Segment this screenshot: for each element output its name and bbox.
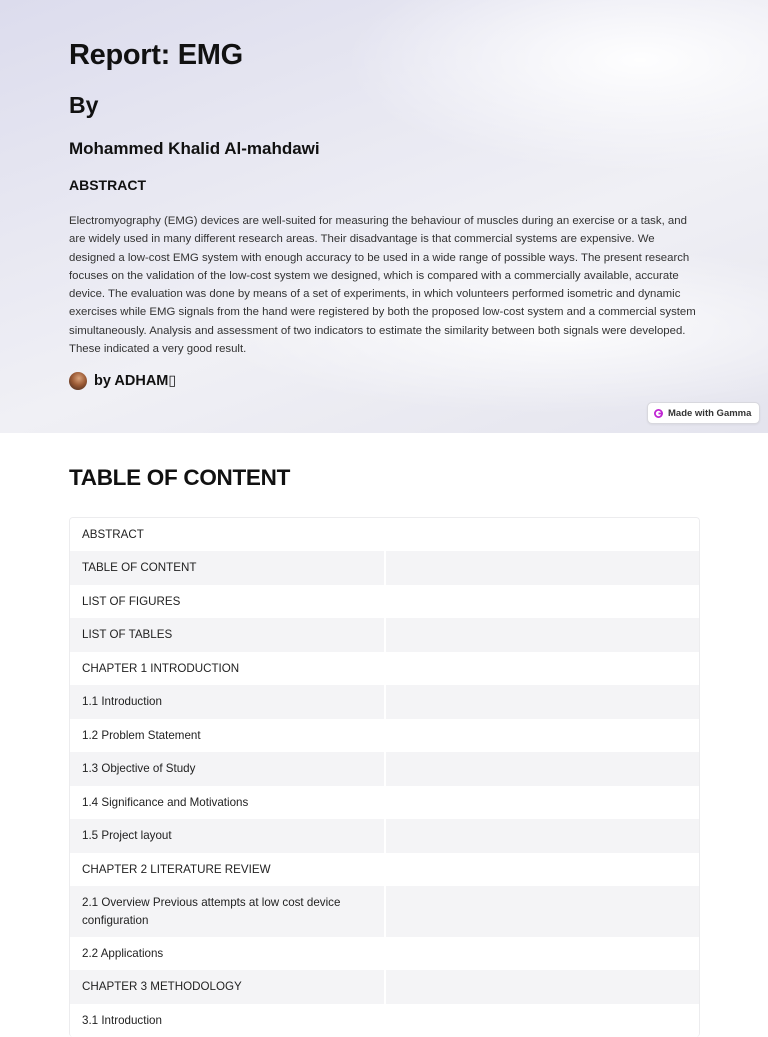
toc-empty-cell [386,819,699,853]
toc-entry: 1.1 Introduction [82,695,162,708]
toc-entry: LIST OF FIGURES [82,594,181,608]
toc-empty-cell [386,886,699,937]
toc-entry: 1.3 Objective of Study [82,762,196,775]
table-row [70,819,699,853]
toc-table [69,517,700,1037]
table-row [70,618,699,652]
by-heading: By [69,92,99,118]
author-byline[interactable] [69,372,176,390]
toc-empty-cell [386,853,699,886]
toc-entry: LIST OF TABLES [82,628,173,641]
gamma-logo-icon [654,409,663,418]
toc-empty-cell [386,518,699,551]
toc-entry: 2.2 Applications [82,946,164,960]
avatar [69,372,87,390]
toc-empty-cell [386,585,699,618]
toc-entry: 3.1 Introduction [82,1013,162,1027]
toc-empty-cell [386,752,699,786]
toc-empty-cell [386,937,699,970]
abstract-heading: ABSTRACT [69,177,146,193]
table-row [70,1004,699,1037]
table-row [70,719,699,752]
made-with-gamma-button[interactable] [647,402,760,424]
table-row [70,551,699,585]
toc-entry: 2.1 Overview Previous attempts at low cost device configuration [82,895,341,927]
byline-text: by ADHAM▯ [94,373,177,389]
table-row [70,752,699,786]
toc-empty-cell [386,652,699,685]
toc-entry: 1.4 Significance and Motivations [82,795,249,809]
table-row [70,685,699,719]
toc-heading: TABLE OF CONTENT [69,465,291,490]
toc-entry: 1.5 Project layout [82,829,172,842]
toc-entry: CHAPTER 3 METHODOLOGY [82,980,242,993]
table-row [70,853,699,886]
toc-empty-cell [386,786,699,819]
page-title: Report: EMG [69,39,243,71]
table-row [70,937,699,970]
toc-empty-cell [386,551,699,585]
toc-entry: CHAPTER 2 LITERATURE REVIEW [82,862,271,876]
badge-label: Made with Gamma [668,407,752,419]
toc-empty-cell [386,618,699,652]
author-name: Mohammed Khalid Al-mahdawi [69,139,320,158]
table-row [70,652,699,685]
toc-entry: 1.2 Problem Statement [82,728,201,742]
toc-entry: CHAPTER 1 INTRODUCTION [82,661,240,675]
toc-empty-cell [386,970,699,1004]
abstract-text: Electromyography (EMG) devices are well-suited for measuring the behaviour of muscles during an exercise or a task, and are widely used in many different research areas. Their disadvantage is that commercial systems are expensive. We designed a low-cost EMG system with enough accuracy to be used in a wide range of possible ways. The present research focuses on the validation of the low-cost system we designed, which is compared with a commercially available, accurate device. The evaluation was done by means of a set of experiments, in which volunteers performed isometric and dynamic exercises while EMG signals from the hand were registered by both the proposed low-cost system and a commercial system simultaneously. Analysis and assessment of two indicators to estimate the similarity between both signals were developed. These indicated a very good result. [69,215,696,356]
hero-section [0,0,768,433]
table-row [70,786,699,819]
table-row [70,585,699,618]
table-row [70,970,699,1004]
toc-entry: TABLE OF CONTENT [82,561,197,574]
toc-empty-cell [386,1004,699,1037]
toc-empty-cell [386,685,699,719]
toc-entry: ABSTRACT [82,527,144,541]
toc-empty-cell [386,719,699,752]
table-row [70,518,699,551]
table-row [70,886,699,937]
